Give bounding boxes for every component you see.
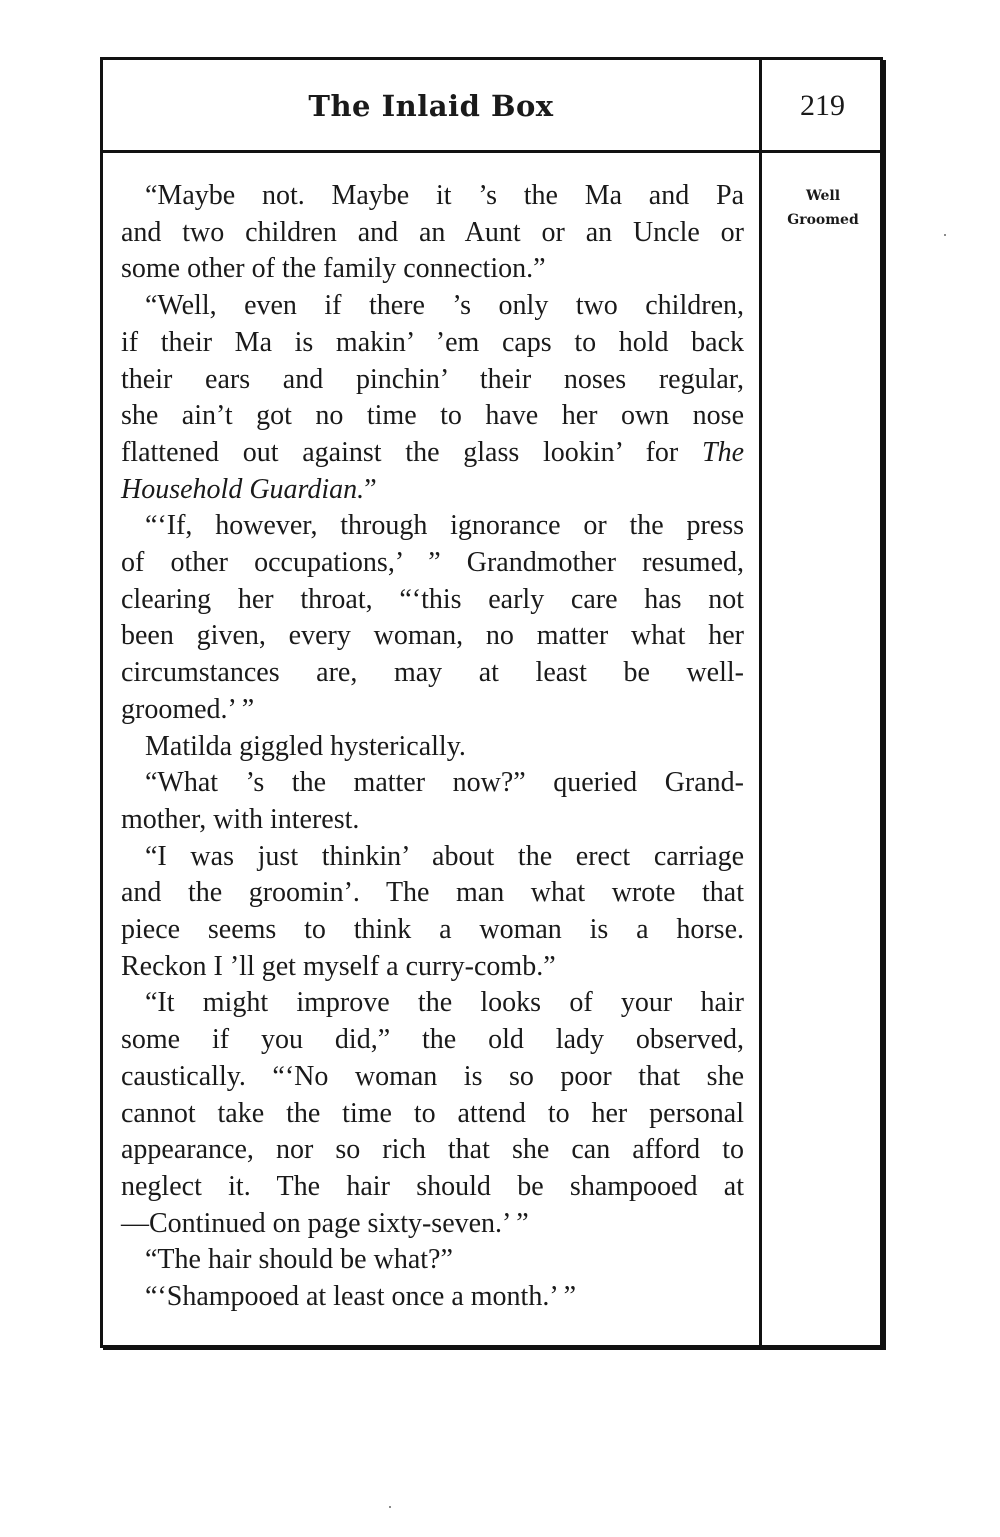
text-line: if their Ma is makin’ ’em caps to hold back [121, 326, 744, 358]
page-number: 219 [800, 89, 845, 122]
text-line: “Maybe not. Maybe it ’s the Ma and Pa [145, 180, 744, 211]
text-line-part: flattened out against the glass lookin’ for [121, 436, 679, 468]
text-line: some if you did,” the old lady observed, [121, 1024, 744, 1056]
text-line: clearing her throat, “‘this early care has not [121, 583, 744, 615]
scan-speck [944, 234, 946, 236]
text-line: some other of the family connection.” [121, 253, 546, 285]
margin-note-line-1: Well [805, 188, 841, 204]
text-line: groomed.’ ” [121, 693, 255, 725]
text-line: mother, with interest. [121, 803, 360, 835]
margin-note-line-2: Groomed [787, 212, 859, 228]
closing-quote: ” [364, 473, 377, 505]
frame-bottom-shadow [103, 1347, 886, 1350]
text-line [121, 472, 744, 509]
text-line: she ain’t got no time to have her own nose [121, 400, 744, 432]
text-line: “It might improve the looks of your hair [145, 987, 744, 1019]
italic-word: The [702, 436, 745, 468]
margin-note [766, 184, 880, 232]
text-line: of other occupations,’ ” Grandmother resumed, [121, 547, 744, 579]
text-line: Matilda giggled hysterically. [145, 730, 466, 762]
text-line: —Continued on page sixty-seven.’ ” [121, 1207, 529, 1239]
text-line: “‘If, however, through ignorance or the press [145, 510, 744, 542]
header-rule [100, 150, 883, 153]
text-line [121, 435, 744, 472]
frame-right-shadow [883, 60, 886, 1350]
text-line: neglect it. The hair should be shampooed at [121, 1170, 744, 1202]
text-line: “‘Shampooed at least once a month.’ ” [145, 1281, 576, 1313]
text-line: “The hair should be what?” [145, 1244, 453, 1276]
italic-title: Household Guardian. [121, 473, 365, 505]
text-line: appearance, nor so rich that she can afford to [121, 1134, 744, 1166]
text-line: piece seems to think a woman is a horse. [121, 914, 744, 946]
body-text [121, 178, 744, 1316]
text-line: “I was just thinkin’ about the erect carriage [145, 840, 744, 872]
text-line: circumstances are, may at least be well- [121, 657, 744, 689]
text-line: caustically. “‘No woman is so poor that she [121, 1060, 744, 1092]
text-line: their ears and pinchin’ their noses regular, [121, 363, 744, 395]
running-title: The Inlaid Box [308, 89, 554, 123]
text-line: Reckon I ’ll get myself a curry-comb.” [121, 950, 556, 982]
text-line: and the groomin’. The man what wrote that [121, 877, 744, 909]
text-line: “Well, even if there ’s only two children, [145, 290, 744, 322]
text-line: been given, every woman, no matter what her [121, 620, 744, 652]
text-line: cannot take the time to attend to her personal [121, 1097, 744, 1129]
text-line: and two children and an Aunt or an Uncle or [121, 216, 744, 248]
scan-speck [389, 1506, 391, 1508]
margin-rule [759, 57, 762, 1348]
text-line: “What ’s the matter now?” queried Grand- [145, 767, 744, 799]
